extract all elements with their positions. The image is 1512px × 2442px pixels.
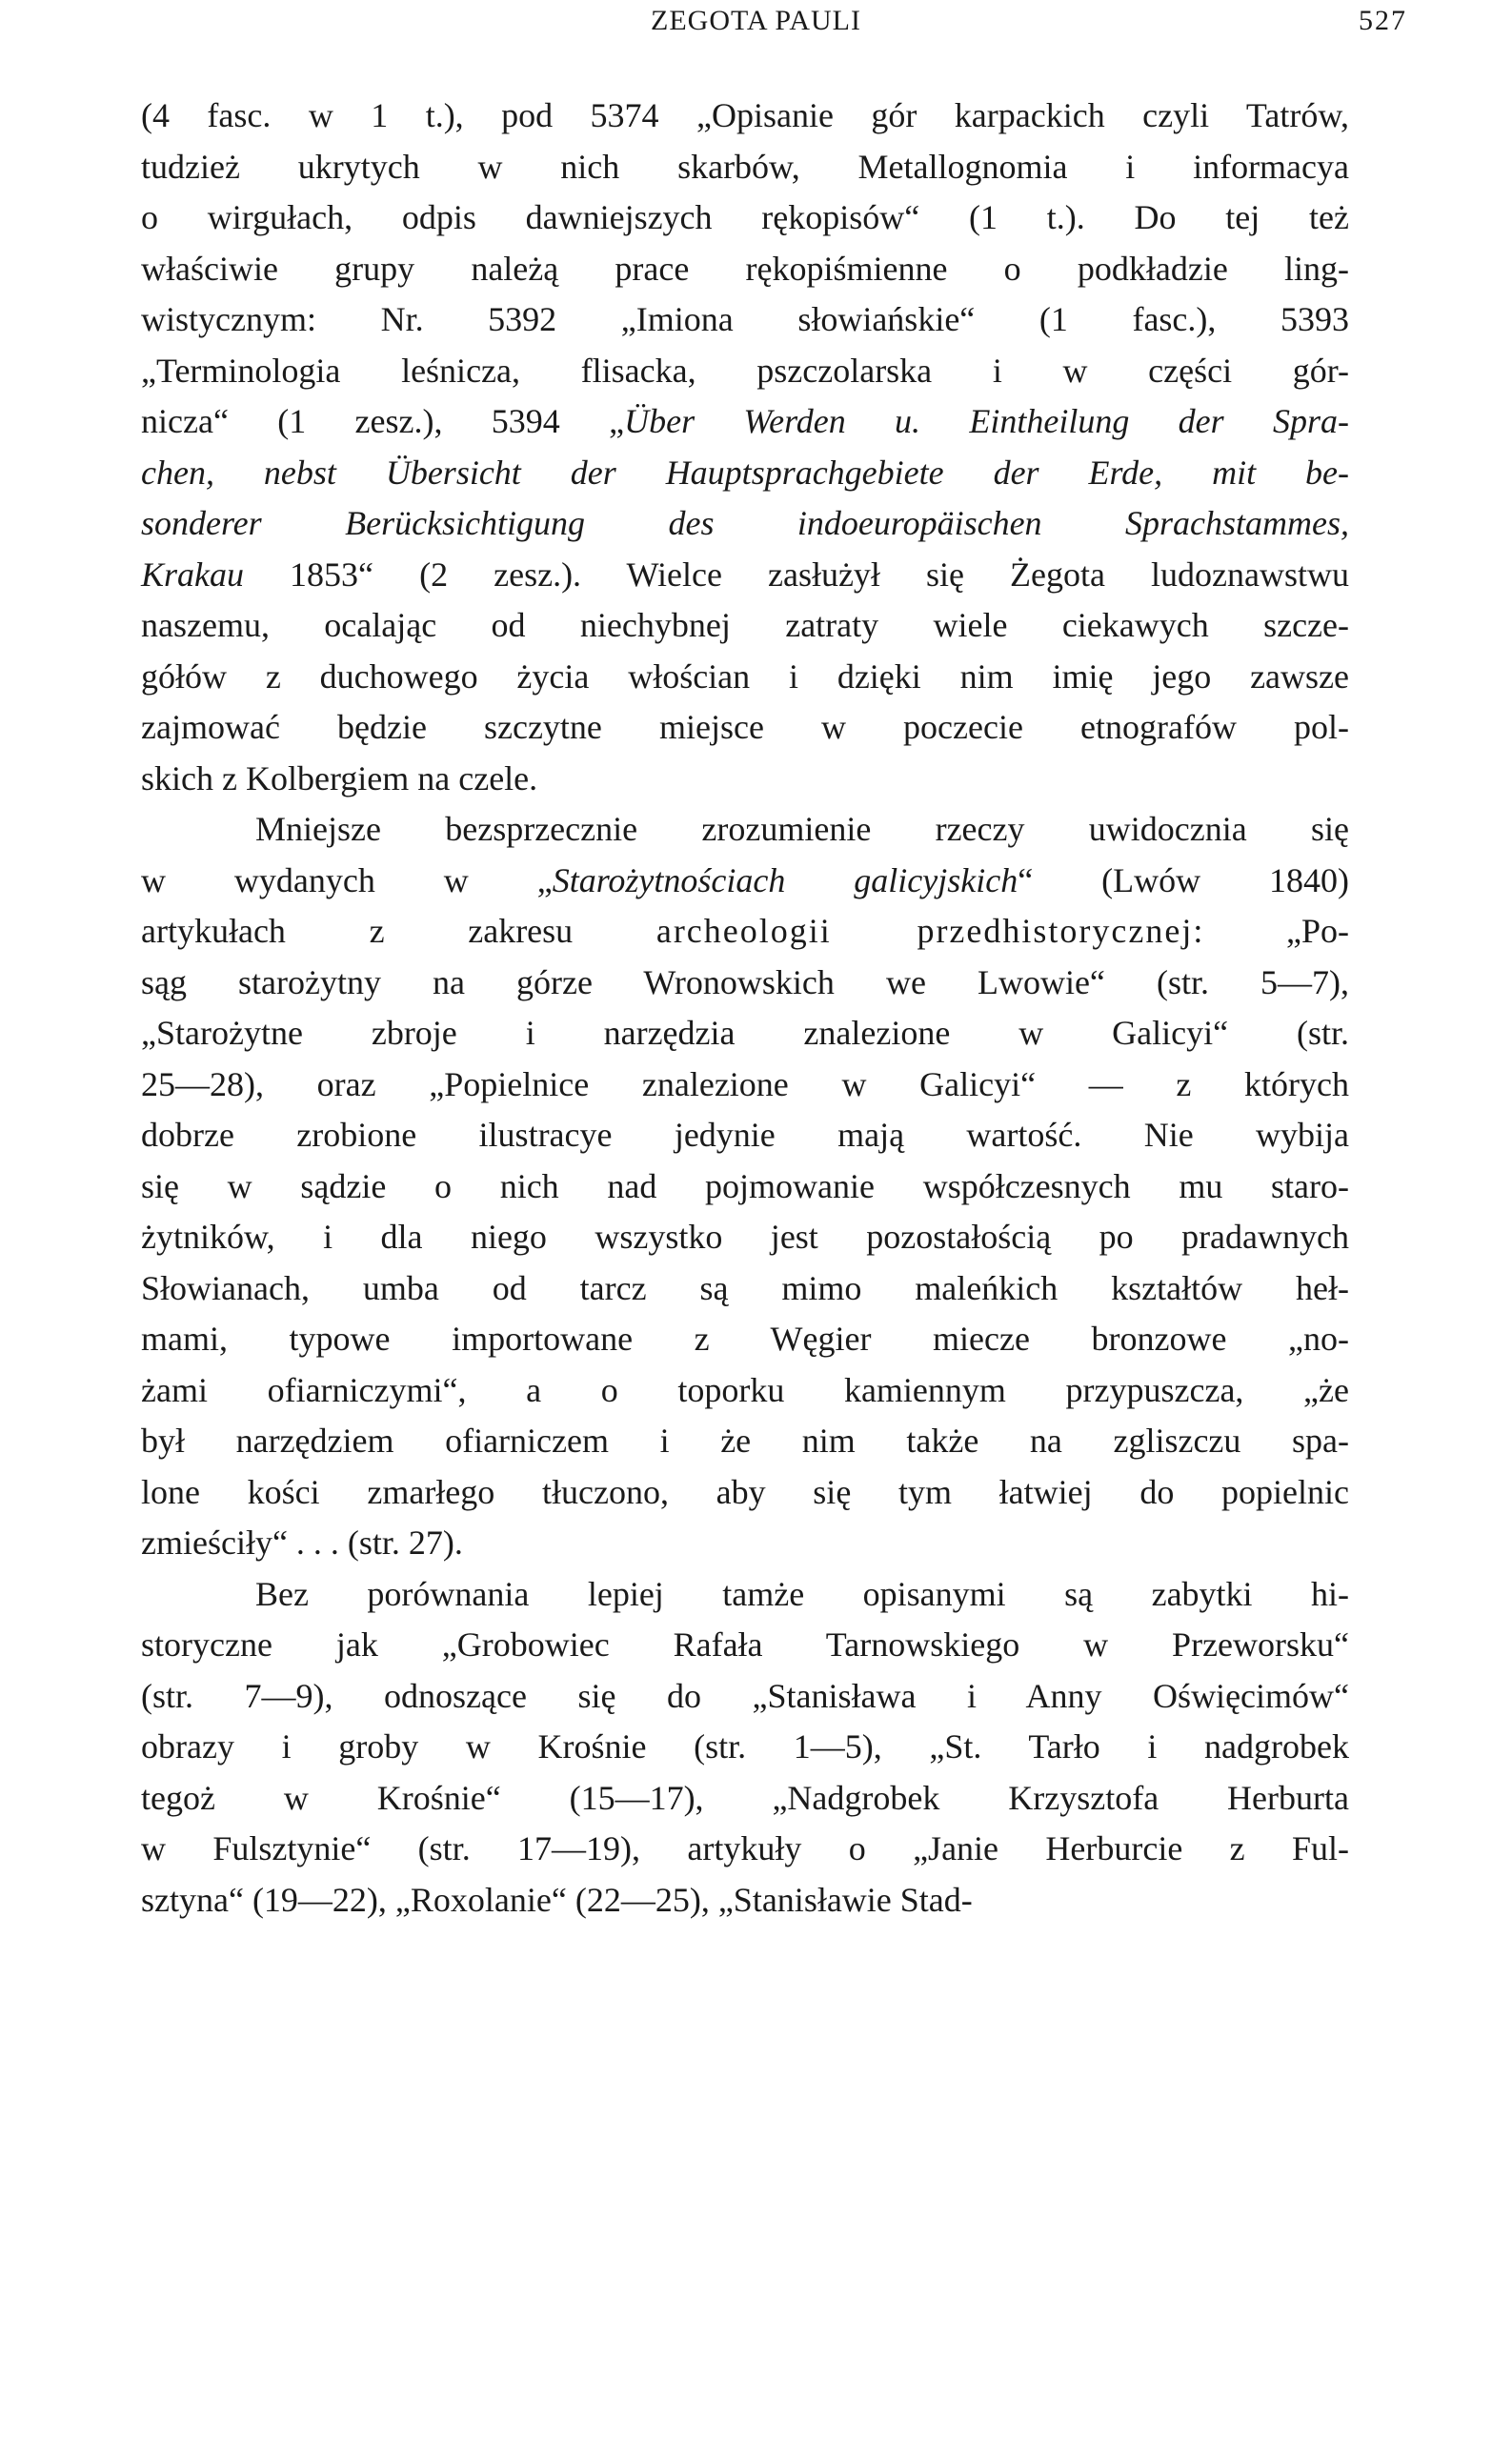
italic-title: sonderer Berücksichtigung des indoeuropäischen Sprachstammes, bbox=[141, 504, 1349, 542]
text-line bbox=[141, 1416, 1349, 1467]
text-run: był narzędziem ofiarniczem i że nim także na zgliszczu spa- bbox=[141, 1422, 1349, 1460]
spaced-emphasis: archeologii przedhistorycznej bbox=[655, 912, 1194, 950]
text-run: „Starożytne zbroje i narzędzia znalezione w Galicyi“ (str. bbox=[141, 1014, 1349, 1052]
text-line bbox=[141, 1263, 1349, 1315]
text-run: właściwie grupy należą prace rękopiśmienne o podkładzie ling- bbox=[141, 249, 1349, 288]
text-run: zmieściły“ . . . (str. 27). bbox=[141, 1524, 463, 1562]
text-line bbox=[141, 142, 1349, 193]
text-line bbox=[141, 906, 1349, 958]
text-line bbox=[141, 1671, 1349, 1723]
text-line bbox=[141, 1722, 1349, 1773]
text-line bbox=[141, 498, 1349, 550]
text-line bbox=[141, 652, 1349, 703]
text-line bbox=[141, 702, 1349, 754]
text-run: sztyna“ (19—22), „Roxolanie“ (22—25), „Stanisławie Stad- bbox=[141, 1880, 973, 1919]
text-run: naszemu, ocalając od niechybnej zatraty wiele ciekawych szcze- bbox=[141, 606, 1349, 644]
text-line bbox=[141, 448, 1349, 499]
text-run: tegoż w Krośnie“ (15—17), „Nadgrobek Krzysztofa Herburta bbox=[141, 1778, 1349, 1817]
text-run: „Terminologia leśnicza, flisacka, pszczolarska i w części gór- bbox=[141, 351, 1349, 390]
text-run: zajmować będzie szczytne miejsce w poczecie etnografów pol- bbox=[141, 708, 1349, 746]
running-head: ZEGOTA PAULI bbox=[651, 5, 861, 36]
text-line bbox=[141, 1060, 1349, 1111]
text-line bbox=[141, 1518, 1349, 1569]
page-header bbox=[0, 2, 1512, 40]
page-number: 527 bbox=[1359, 5, 1407, 36]
text-run: o wirgułach, odpis dawniejszych rękopisów“ (1 t.). Do tej też bbox=[141, 198, 1349, 236]
text-run: obrazy i groby w Krośnie (str. 1—5), „St. Tarło i nadgrobek bbox=[141, 1727, 1349, 1766]
text-line bbox=[141, 1620, 1349, 1671]
paragraph bbox=[141, 1569, 1349, 1927]
text-line bbox=[141, 1569, 1349, 1621]
text-run: w Fulsztynie“ (str. 17—19), artykuły o „Janie Herburcie z Ful- bbox=[141, 1829, 1349, 1867]
text-run: skich z Kolbergiem na czele. bbox=[141, 758, 538, 797]
text-line bbox=[141, 804, 1349, 856]
text-line bbox=[141, 1875, 1349, 1927]
text-line bbox=[141, 91, 1349, 142]
text-line bbox=[141, 754, 1349, 805]
text-run: Słowianach, umba od tarcz są mimo maleńkich kształtów heł- bbox=[141, 1268, 1349, 1307]
text-line bbox=[141, 856, 1349, 907]
text-run: tudzież ukrytych w nich skarbów, Metallognomia i informacya bbox=[141, 147, 1349, 186]
text-run: w wydanych w „ bbox=[141, 860, 553, 899]
text-line bbox=[141, 1365, 1349, 1417]
text-run: 1853“ (2 zesz.). Wielce zasłużył się Żegota ludoznawstwu bbox=[244, 555, 1349, 594]
text-line bbox=[141, 1467, 1349, 1519]
text-run: się w sądzie o nich nad pojmowanie współczesnych mu staro- bbox=[141, 1166, 1349, 1205]
paragraph bbox=[141, 804, 1349, 1569]
text-line bbox=[141, 396, 1349, 448]
text-run: Mniejsze bezsprzecznie zrozumienie rzeczy uwidocznia się bbox=[255, 810, 1349, 848]
text-line bbox=[141, 192, 1349, 244]
text-line bbox=[141, 1314, 1349, 1365]
text-run: : „Po- bbox=[1193, 912, 1349, 950]
body-text bbox=[141, 91, 1349, 1926]
text-run: gółów z duchowego życia włościan i dzięki nim imię jego zawsze bbox=[141, 656, 1349, 696]
text-line bbox=[141, 294, 1349, 346]
text-line bbox=[141, 1212, 1349, 1263]
text-run: lone kości zmarłego tłuczono, aby się tym łatwiej do popielnic bbox=[141, 1472, 1349, 1511]
text-run: storyczne jak „Grobowiec Rafała Tarnowskiego w Przeworsku“ bbox=[141, 1625, 1349, 1664]
text-run: mami, typowe importowane z Węgier miecze bronzowe „no- bbox=[141, 1320, 1349, 1358]
text-line bbox=[141, 1161, 1349, 1213]
text-run: artykułach z zakresu bbox=[141, 912, 656, 950]
text-run: 25—28), oraz „Popielnice znalezione w Galicyi“ — z których bbox=[141, 1064, 1349, 1103]
text-line bbox=[141, 244, 1349, 295]
italic-title: Krakau bbox=[141, 555, 244, 594]
text-line bbox=[141, 550, 1349, 601]
text-line bbox=[141, 1824, 1349, 1875]
text-run: (4 fasc. w 1 t.), pod 5374 „Opisanie gór karpackich czyli Tatrów, bbox=[141, 96, 1349, 134]
text-line bbox=[141, 600, 1349, 652]
text-line bbox=[141, 1008, 1349, 1060]
italic-title: Über Werden u. Eintheilung der Spra- bbox=[624, 402, 1349, 440]
text-run: żytników, i dla niego wszystko jest pozostałością po pradawnych bbox=[141, 1218, 1349, 1256]
italic-title: chen, nebst Übersicht der Hauptsprachgebiete der Erde, mit be- bbox=[141, 453, 1349, 492]
text-run: wistycznym: Nr. 5392 „Imiona słowiańskie“ (1 fasc.), 5393 bbox=[141, 300, 1349, 338]
text-run: sąg starożytny na górze Wronowskich we Lwowie“ (str. 5—7), bbox=[141, 962, 1349, 1001]
text-run: żami ofiarniczymi“, a o toporku kamiennym przypuszcza, „że bbox=[141, 1370, 1349, 1409]
text-run: “ (Lwów 1840) bbox=[1018, 860, 1349, 899]
text-line bbox=[141, 1773, 1349, 1825]
text-run: dobrze zrobione ilustracye jedynie mają wartość. Nie wybija bbox=[141, 1116, 1349, 1154]
text-run: Bez porównania lepiej tamże opisanymi są zabytki hi- bbox=[255, 1574, 1349, 1613]
text-line bbox=[141, 346, 1349, 397]
paragraph bbox=[141, 91, 1349, 804]
italic-title: Starożytnościach galicyjskich bbox=[552, 860, 1018, 899]
text-line bbox=[141, 1110, 1349, 1161]
text-run: (str. 7—9), odnoszące się do „Stanisława i Anny Oświęcimów“ bbox=[141, 1676, 1349, 1715]
text-run: nicza“ (1 zesz.), 5394 „ bbox=[141, 402, 625, 440]
text-line bbox=[141, 958, 1349, 1009]
